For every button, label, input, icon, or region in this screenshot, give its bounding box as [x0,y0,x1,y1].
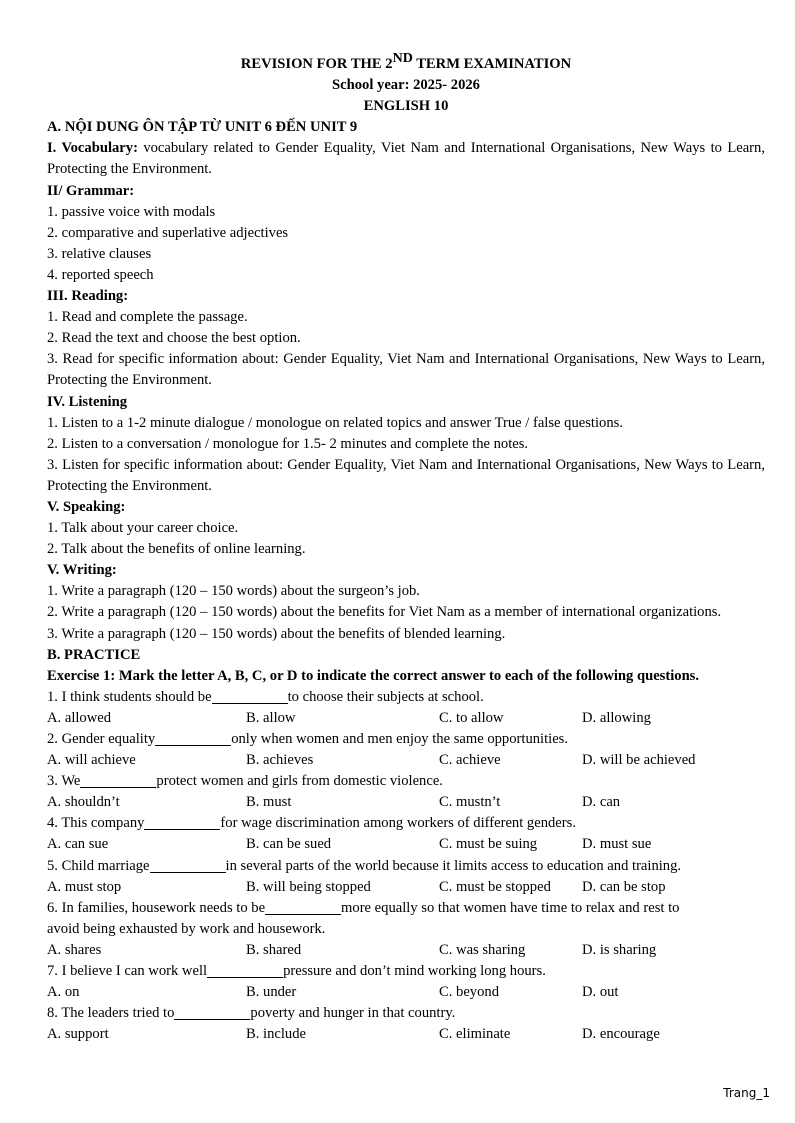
question-text: in several parts of the world because it limits access to education and training. [225,857,682,874]
question-7 [47,961,765,1003]
answer-blank [207,963,283,978]
question-stem [47,961,765,982]
grammar-item: 2. comparative and superlative adjectives [47,224,289,241]
exercise-heading: Exercise 1: Mark the letter A, B, C, or D to indicate the correct answer to each of the following questions. [47,667,700,684]
option-c: C. must be stopped [439,878,551,895]
option-c: C. to allow [439,709,504,726]
listening-item: 2. Listen to a conversation / monologue for 1.5- 2 minutes and complete the notes. [47,435,529,452]
option-a: A. allowed [47,709,112,726]
option-c: C. was sharing [439,941,526,958]
document-title [47,51,765,75]
question-1 [47,687,765,729]
question-text: protect women and girls from domestic violence. [156,773,443,790]
subject-title: ENGLISH 10 [363,98,449,115]
question-text: 1. I think students should be [47,688,212,705]
reading-item: 1. Read and complete the passage. [47,309,248,326]
question-2 [47,729,765,771]
question-text: poverty and hunger in that country. [250,1005,456,1022]
question-stem [47,856,765,877]
question-text: only when women and men enjoy the same opportunities. [231,731,569,747]
answer-blank [144,815,220,830]
answer-options [47,834,765,855]
question-stem [47,687,765,708]
writing-item: 3. Write a paragraph (120 – 150 words) about the benefits of blended learning. [47,625,506,642]
title-superscript: ND [392,51,413,66]
question-3 [47,771,765,813]
listening-heading: IV. Listening [47,393,128,410]
speaking-item: 1. Talk about your career choice. [47,520,239,537]
reading-heading: III. Reading: [47,288,129,305]
title-text-end: TERM EXAMINATION [412,56,572,72]
reading-item: 2. Read the text and choose the best option. [47,330,301,347]
option-a: A. must stop [47,878,122,895]
option-a: A. will achieve [47,752,136,769]
answer-blank [150,858,226,873]
question-6 [47,898,765,961]
answer-options [47,792,765,813]
answer-options [47,1024,765,1045]
question-text: more equally so that women have time to relax and rest to [341,899,680,916]
answer-options [47,750,765,771]
option-b: B. achieves [246,752,314,769]
listening-item: 3. Listen for specific information about: Gender Equality, Viet Nam and International Organisations, New Ways to Learn, Protecting the Environment. [47,456,765,494]
grammar-item: 1. passive voice with modals [47,203,216,220]
option-d: D. can be stop [582,878,666,895]
reading-item: 3. Read for specific information about: Gender Equality, Viet Nam and International Organisations, New Ways to Learn, Protecting the Environment. [47,351,765,389]
writing-heading: V. Writing: [47,562,117,579]
answer-blank [155,731,231,746]
answer-options [47,940,765,961]
answer-options [47,708,765,729]
question-5 [47,856,765,898]
answer-blank [174,1005,250,1020]
question-stem [47,898,765,919]
option-b: B. will being stopped [246,878,371,895]
speaking-item: 2. Talk about the benefits of online learning. [47,541,306,558]
question-text: to choose their subjects at school. [287,688,484,705]
option-a: A. support [47,1026,109,1043]
answer-blank [265,900,341,915]
writing-item: 2. Write a paragraph (120 – 150 words) about the benefits for Viet Nam as a member of international organizations. [47,604,722,621]
school-year: School year: 2025- 2026 [332,77,480,94]
option-b: B. shared [246,941,302,958]
option-c: C. achieve [439,752,501,769]
question-stem [47,813,765,834]
question-text: 4. This company [47,815,145,832]
grammar-item: 3. relative clauses [47,245,152,262]
option-b: B. under [246,984,297,1001]
question-text: 8. The leaders tried to [47,1005,175,1022]
section-b-heading: B. PRACTICE [47,646,141,663]
answer-blank [212,689,288,704]
vocabulary-text: vocabulary related to Gender Equality, Viet Nam and International Organisations, New Ways to Learn, Protecting the Environment. [47,140,765,178]
question-8 [47,1003,765,1045]
document-page [47,51,765,1045]
option-a: A. can sue [47,836,109,853]
option-b: B. can be sued [246,836,332,853]
question-text: 7. I believe I can work well [47,963,208,980]
question-text: 5. Child marriage [47,857,150,874]
question-text: 6. In families, housework needs to be [47,899,266,916]
question-text: 2. Gender equality [47,731,156,747]
option-a: A. shares [47,941,102,958]
grammar-heading: II/ Grammar: [47,182,135,199]
option-a: A. shouldn’t [47,794,120,811]
option-d: D. must sue [582,836,652,853]
grammar-item: 4. reported speech [47,266,154,283]
answer-options [47,982,765,1003]
page-number: Trang_1 [723,1086,770,1100]
option-d: D. can [582,794,621,811]
vocabulary-label: I. Vocabulary: [47,140,138,157]
question-stem [47,771,765,792]
answer-options [47,877,765,898]
option-c: C. mustn’t [439,794,501,811]
option-d: D. allowing [582,709,651,726]
section-a-heading: A. NỘI DUNG ÔN TẬP TỪ UNIT 6 ĐẾN UNIT 9 [47,119,358,136]
question-stem [47,729,765,750]
option-d: D. is sharing [582,941,657,958]
title-text: REVISION FOR THE 2 [240,56,393,72]
option-c: C. eliminate [439,1026,511,1043]
option-b: B. must [246,794,292,811]
question-stem [47,1003,765,1024]
option-a: A. on [47,984,80,1001]
question-text-continued: avoid being exhausted by work and housework. [47,920,326,937]
speaking-heading: V. Speaking: [47,498,126,515]
listening-item: 1. Listen to a 1-2 minute dialogue / monologue on related topics and answer True / false questions. [47,414,623,431]
option-b: B. allow [246,709,296,726]
question-text: for wage discrimination among workers of different genders. [220,815,576,832]
writing-item: 1. Write a paragraph (120 – 150 words) about the surgeon’s job. [47,583,420,600]
vocabulary-paragraph [47,138,765,180]
question-text: 3. We [47,773,81,790]
option-b: B. include [246,1026,306,1043]
option-d: D. will be achieved [582,752,696,769]
question-4 [47,813,765,855]
option-c: C. beyond [439,984,499,1001]
option-d: D. out [582,984,619,1001]
answer-blank [80,773,156,788]
question-text: pressure and don’t mind working long hours. [283,963,546,980]
option-c: C. must be suing [439,836,538,853]
option-d: D. encourage [582,1026,660,1043]
